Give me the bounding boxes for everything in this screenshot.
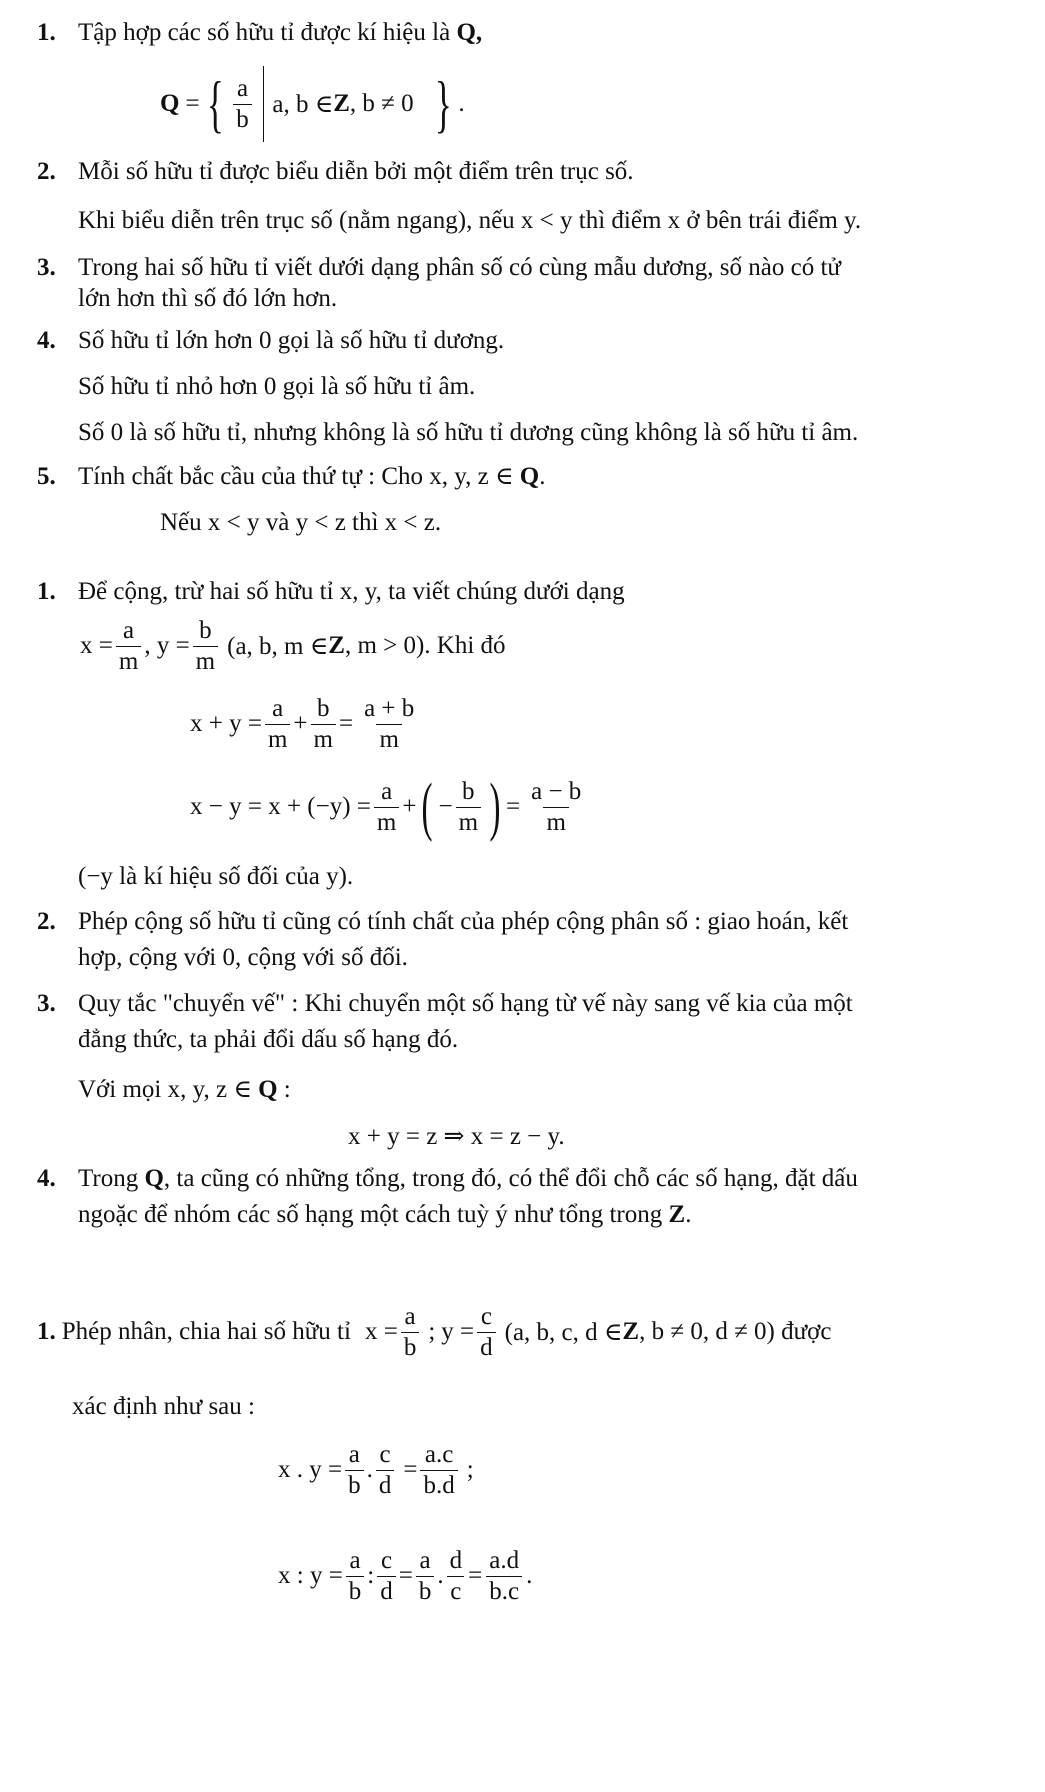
def-y-eq: , y = <box>144 632 190 659</box>
sum-frac2 <box>311 696 336 753</box>
s1-item2-line2: Khi biểu diễn trên trục số (nằm ngang), nếu x < y thì điểm x ở bên trái điểm y. <box>78 207 862 234</box>
div-frac2-num: c <box>380 1546 393 1574</box>
s2-item4-line2 <box>78 1200 691 1230</box>
div-frac3-num: a <box>419 1546 431 1574</box>
s1-item5-line1-Q: Q <box>519 463 540 490</box>
div-frac3-den: b <box>416 1576 435 1605</box>
s3-x-num: a <box>404 1302 416 1330</box>
div-frac1 <box>346 1548 365 1605</box>
s2-item3-line1: Quy tắc "chuyển vế" : Khi chuyển một số hạng từ vế này sang vế kia của một <box>78 990 853 1017</box>
s3-intro-text: Phép nhân, chia hai số hữu tỉ <box>61 1318 351 1345</box>
diff-result-num: a − b <box>531 777 582 805</box>
div-eq2: = <box>468 1562 483 1589</box>
s1-item1-text-c: , <box>475 19 483 46</box>
diff-frac2-num: b <box>462 777 475 805</box>
s1-item4-line1: Số hữu tỉ lớn hơn 0 gọi là số hữu tỉ dương. <box>78 327 505 354</box>
mul-end: ; <box>466 1456 474 1483</box>
set-fraction <box>233 76 252 133</box>
right-brace: } <box>434 68 452 139</box>
s2-item4-number: 4. <box>37 1165 56 1192</box>
s2-item3-line3-a: Với mọi x, y, z ∈ <box>78 1076 259 1103</box>
set-condition-Z: Z <box>333 90 350 117</box>
s3-x-fraction <box>401 1304 420 1361</box>
s2-item3-line2: đẳng thức, ta phải đổi dấu số hạng đó. <box>78 1026 459 1053</box>
s2-item3-line3-c: : <box>277 1076 291 1103</box>
sum-frac1-den: m <box>265 724 290 753</box>
s1-item2-number: 2. <box>37 158 56 185</box>
s2-def-line <box>80 616 506 676</box>
s3-item1-number: 1. <box>37 1318 56 1345</box>
def-x-num: a <box>123 616 135 644</box>
s3-y-den: d <box>477 1332 496 1361</box>
set-Q-symbol: Q <box>160 90 180 117</box>
s2-item1-number: 1. <box>37 578 56 605</box>
sum-frac1 <box>265 696 290 753</box>
diff-plus: + <box>402 793 417 820</box>
set-fraction-numerator: a <box>236 74 249 102</box>
diff-result-den: m <box>543 807 568 836</box>
s1-set-definition <box>160 66 465 142</box>
s1-item3-number: 3. <box>37 254 56 281</box>
s2-item4-line2-a: ngoặc để nhóm các số hạng một cách tuỳ ý như tổng trong <box>78 1201 669 1228</box>
diff-minus: − <box>438 793 453 820</box>
multiplication-formula <box>278 1438 474 1502</box>
mul-frac1-num: a <box>348 1440 360 1468</box>
s2-item4-line1-a: Trong <box>78 1165 145 1192</box>
diff-lhs: x − y = x + (−y) = <box>190 793 371 820</box>
mul-result <box>420 1442 457 1499</box>
s2-item2-number: 2. <box>37 908 56 935</box>
sum-formula <box>190 694 425 754</box>
div-result-den: b.c <box>486 1576 522 1605</box>
set-equals: = <box>185 90 200 117</box>
def-y-fraction <box>193 618 218 675</box>
def-cond-Z: Z <box>328 632 345 659</box>
s1-item3-line1: Trong hai số hữu tỉ viết dưới dạng phân số có cùng mẫu dương, số nào có tử <box>78 254 841 281</box>
s3-x-den: b <box>401 1332 420 1361</box>
s3-y-num: c <box>480 1302 492 1330</box>
sum-lhs: x + y = <box>190 710 262 737</box>
div-frac4-den: c <box>447 1576 464 1605</box>
def-cond-b: , m > 0). Khi đó <box>344 632 506 659</box>
s2-item4-line2-c: . <box>685 1201 692 1228</box>
s3-semicolon: ; <box>428 1318 436 1345</box>
mul-dot: . <box>366 1456 373 1483</box>
s2-item2-line2: hợp, cộng với 0, cộng với số đối. <box>78 944 408 971</box>
s1-item4-line2: Số hữu tỉ nhỏ hơn 0 gọi là số hữu tỉ âm. <box>78 373 476 400</box>
mul-frac2-den: d <box>376 1470 395 1499</box>
sum-plus: + <box>293 710 308 737</box>
s2-item2-line1: Phép cộng số hữu tỉ cũng có tính chất của phép cộng phân số : giao hoán, kết <box>78 908 849 935</box>
div-colon: : <box>367 1562 375 1589</box>
div-lhs: x : y = <box>278 1562 343 1589</box>
s2-item4-line2-Z: Z <box>668 1201 686 1228</box>
sum-frac2-num: b <box>316 694 330 722</box>
s2-item3-number: 3. <box>37 990 56 1017</box>
s1-item1-text-Q: Q <box>456 19 476 46</box>
set-condition-a: a, b ∈ <box>272 91 334 118</box>
s1-item4-number: 4. <box>37 327 56 354</box>
s1-item2-line1: Mỗi số hữu tỉ được biểu diễn bởi một điểm trên trục số. <box>78 158 634 185</box>
sum-result-num: a + b <box>364 694 415 722</box>
diff-frac1-num: a <box>381 777 393 805</box>
def-x-eq: x = <box>80 632 113 659</box>
div-frac1-num: a <box>349 1546 361 1574</box>
diff-result <box>523 779 589 836</box>
s1-item5-line1 <box>78 462 545 492</box>
left-brace: { <box>206 68 224 139</box>
set-end-period: . <box>458 90 465 117</box>
s2-item3-line3-Q: Q <box>258 1076 278 1103</box>
mul-result-den: b.d <box>420 1470 457 1499</box>
s2-item1-line1: Để cộng, trừ hai số hữu tỉ x, y, ta viết chúng dưới dạng <box>78 578 625 605</box>
s3-item1-intro-line <box>37 1300 831 1364</box>
set-condition-b: , b ≠ 0 <box>349 90 414 117</box>
s1-item5-line1-c: . <box>539 463 546 490</box>
diff-frac1-den: m <box>374 807 399 836</box>
div-eq1: = <box>398 1562 413 1589</box>
diff-frac2-den: m <box>456 807 481 836</box>
div-frac4 <box>447 1548 466 1605</box>
diff-paren-close: ) <box>489 770 501 843</box>
div-frac2-den: d <box>377 1576 396 1605</box>
s3-x-eq: x = <box>364 1318 398 1345</box>
sum-eq: = <box>338 710 354 737</box>
set-fraction-denominator: b <box>233 104 252 133</box>
s1-item5-line1-a: Tính chất bắc cầu của thứ tự : Cho x, y, z ∈ <box>78 463 520 490</box>
diff-frac2 <box>456 779 481 836</box>
s2-item1-note: (−y là kí hiệu số đối của y). <box>78 863 354 890</box>
div-frac3 <box>416 1548 435 1605</box>
div-end: . <box>526 1562 533 1589</box>
mul-frac1 <box>345 1442 364 1499</box>
sum-result-den: m <box>376 724 401 753</box>
s2-item4-line1-Q: Q <box>144 1165 164 1192</box>
s1-item1-number: 1. <box>37 19 56 46</box>
s2-item4-line1 <box>78 1164 858 1194</box>
def-y-den: m <box>193 646 218 675</box>
def-cond-a: (a, b, m ∈ <box>227 633 329 660</box>
def-x-den: m <box>116 646 141 675</box>
s3-y-eq: y = <box>441 1318 475 1345</box>
def-y-num: b <box>199 616 212 644</box>
mul-eq: = <box>403 1456 418 1483</box>
s3-cond-a: (a, b, c, d ∈ <box>504 1319 623 1346</box>
s1-item3-line2: lớn hơn thì số đó lớn hơn. <box>78 285 338 312</box>
sum-frac1-num: a <box>272 694 284 722</box>
mul-lhs: x . y = <box>278 1456 343 1483</box>
set-separator-bar <box>263 66 265 142</box>
mul-frac1-den: b <box>345 1470 364 1499</box>
mul-frac2-num: c <box>379 1440 391 1468</box>
div-frac4-num: d <box>449 1546 463 1574</box>
s3-y-fraction <box>477 1304 496 1361</box>
s1-item1-text <box>78 18 482 48</box>
transpose-formula: x + y = z ⇒ x = z − y. <box>348 1123 565 1150</box>
s1-item1-text-a: Tập hợp các số hữu tỉ được kí hiệu là <box>78 19 457 46</box>
def-x-fraction <box>116 618 141 675</box>
difference-formula <box>190 770 592 843</box>
s3-item1-line2: xác định như sau : <box>72 1393 255 1420</box>
div-frac2 <box>377 1548 396 1605</box>
div-frac1-den: b <box>346 1576 365 1605</box>
s3-cond-b: , b ≠ 0, d ≠ 0) được <box>639 1318 832 1345</box>
division-formula <box>278 1544 532 1608</box>
diff-eq: = <box>506 793 521 820</box>
mul-result-num: a.c <box>424 1440 454 1468</box>
sum-result <box>356 696 422 753</box>
div-result-num: a.d <box>489 1546 520 1574</box>
s2-item3-line3 <box>78 1075 291 1105</box>
sum-frac2-den: m <box>311 724 336 753</box>
mul-frac2 <box>376 1442 395 1499</box>
s1-item5-number: 5. <box>37 463 56 490</box>
s1-item4-line3: Số 0 là số hữu tỉ, nhưng không là số hữu tỉ dương cũng không là số hữu tỉ âm. <box>78 419 859 446</box>
s2-item4-line1-c: , ta cũng có những tổng, trong đó, có thể đổi chỗ các số hạng, đặt dấu <box>163 1165 858 1192</box>
div-result <box>485 1548 523 1605</box>
s3-cond-Z: Z <box>622 1318 640 1345</box>
diff-paren-open: ( <box>421 770 433 843</box>
s1-item5-line2: Nếu x < y và y < z thì x < z. <box>160 509 442 536</box>
diff-frac1 <box>374 779 399 836</box>
div-dot: . <box>437 1562 444 1589</box>
